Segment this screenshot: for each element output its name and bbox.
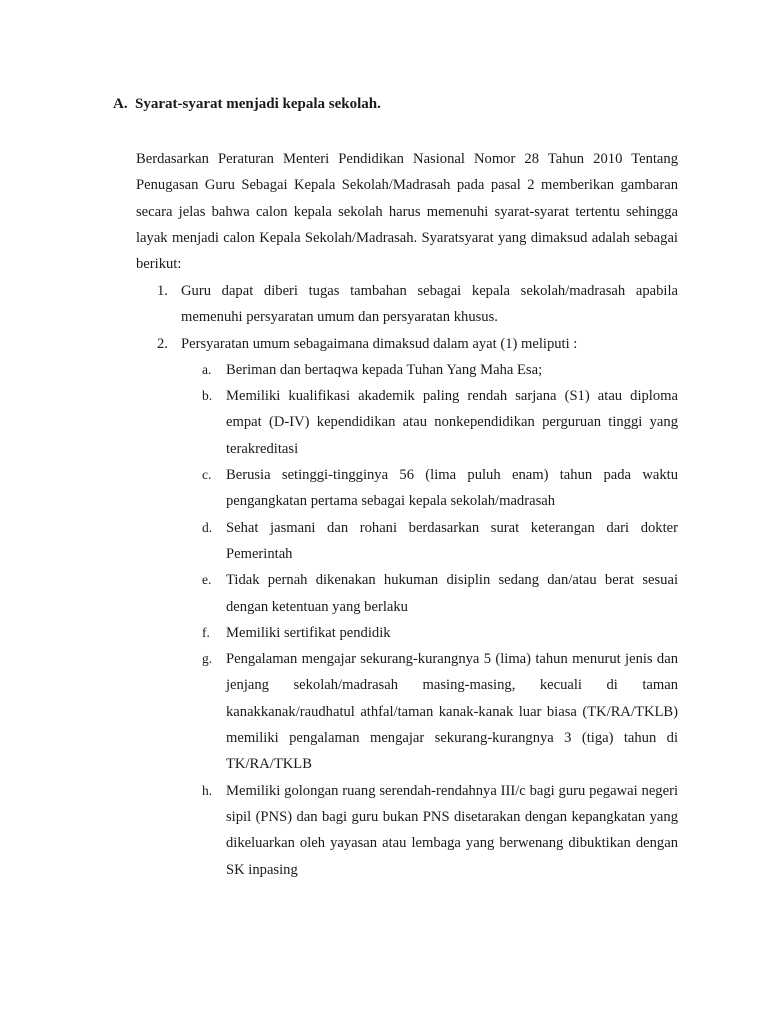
sub-list-item <box>202 567 678 620</box>
sub-list-item-text: Berusia setinggi-tingginya 56 (lima puluh enam) tahun pada waktu pengangkatan pertama sebagai kepala sekolah/madrasah <box>226 467 678 510</box>
sub-list-item <box>202 778 678 883</box>
sub-list-item-marker: h. <box>202 782 213 798</box>
sub-list-item-text: Memiliki kualifikasi akademik paling rendah sarjana (S1) atau diploma empat (D-IV) kependidikan atau nonkependidikan perguruan tinggi yang terakreditasi <box>226 388 678 457</box>
section-label: A. <box>113 96 128 112</box>
sub-list-item-marker: g. <box>202 651 213 667</box>
sub-list-item <box>202 646 678 777</box>
sub-list-item-text: Memiliki sertifikat pendidik <box>226 624 391 641</box>
sub-list-item-text: Beriman dan bertaqwa kepada Tuhan Yang Maha Esa; <box>226 361 543 378</box>
section-title: Syarat-syarat menjadi kepala sekolah. <box>135 96 381 112</box>
sub-list-item-marker: d. <box>202 519 213 535</box>
list-item-text: Persyaratan umum sebagaimana dimaksud dalam ayat (1) meliputi : <box>181 335 578 352</box>
sub-list-item-text: Pengalaman mengajar sekurang-kurangnya 5 (lima) tahun menurut jenis dan jenjang sekolah/madrasah masing-masing, kecuali di taman kanakkanak/raudhatul athfal/taman kanak-kanak luar biasa (TK/RA/TKLB) memiliki pengalaman mengajar sekurang-kurangnya 3 (tiga) tahun di TK/RA/TKLB <box>226 651 678 773</box>
sub-list-item-text: Memiliki golongan ruang serendah-rendahnya III/c bagi guru pegawai negeri sipil (PNS) dan bagi guru bukan PNS disetarakan dengan kepangkatan yang dikeluarkan oleh yayasan atau lembaga yang berwenang dibuktikan dengan SK inpasing <box>226 782 678 878</box>
sub-list-item-marker: e. <box>202 572 212 588</box>
list-item-marker: 2. <box>157 335 168 352</box>
requirements-list <box>157 278 678 883</box>
sub-list-item-text: Sehat jasmani dan rohani berdasarkan surat keterangan dari dokter Pemerintah <box>226 519 678 562</box>
sub-list-item <box>202 515 678 568</box>
list-item-text: Guru dapat diberi tugas tambahan sebagai kepala sekolah/madrasah apabila memenuhi persyaratan umum dan persyaratan khusus. <box>181 283 678 326</box>
list-item <box>157 278 678 331</box>
sub-list-item <box>202 620 678 646</box>
sub-list-item <box>202 357 678 383</box>
sub-list-item-text: Tidak pernah dikenakan hukuman disiplin sedang dan/atau berat sesuai dengan ketentuan yang berlaku <box>226 572 678 615</box>
general-requirements-list <box>202 357 678 883</box>
list-item <box>157 331 678 883</box>
sub-list-item <box>202 462 678 515</box>
section-heading <box>113 94 381 114</box>
intro-paragraph: Berdasarkan Peraturan Menteri Pendidikan Nasional Nomor 28 Tahun 2010 Tentang Penugasan Guru Sebagai Kepala Sekolah/Madrasah pada pasal 2 memberikan gambaran secara jelas bahwa calon kepala sekolah harus memenuhi syarat-syarat tertentu sehingga layak menjadi calon Kepala Sekolah/Madrasah. Syaratsyarat yang dimaksud adalah sebagai berikut: <box>136 151 678 273</box>
sub-list-item <box>202 383 678 462</box>
list-item-marker: 1. <box>157 283 168 299</box>
sub-list-item-marker: a. <box>202 361 212 377</box>
sub-list-item-marker: b. <box>202 388 213 404</box>
sub-list-item-marker: f. <box>202 624 210 640</box>
sub-list-item-marker: c. <box>202 467 212 483</box>
